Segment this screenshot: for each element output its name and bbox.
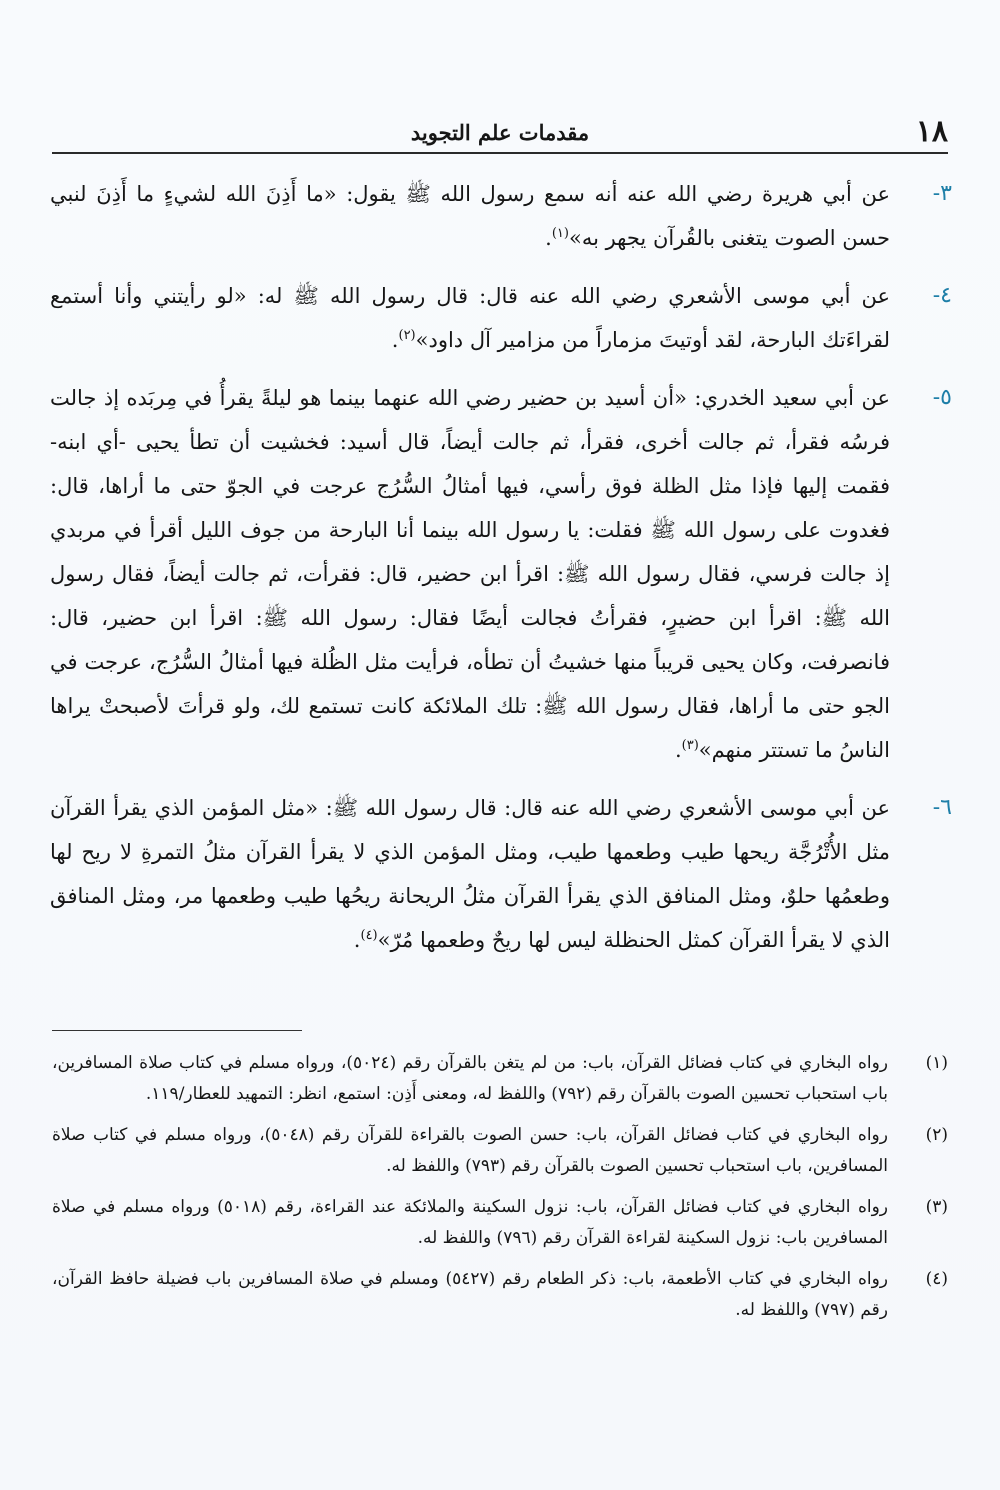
- hadith-text: عن أبي سعيد الخدري: «أن أسيد بن حضير رضي الله عنهما بينما هو ليلةً يقرأُ في مِربَده إذ جالت فرسُه فقرأ، ثم جالت أخرى، فقرأ، ثم جالت أيضاً، قال أسيد: فخشيت أن تطأ يحيى -أي ابنه- فقمت إليها فإذا مثل الظلة فوق رأسي، فيها أمثالُ السُّرُج عرجت في الجوّ حتى ما أراها، قال: فغدوت على رسول الله ﷺ فقلت: يا رسول الله بينما أنا البارحة من جوف الليل أقرأ في مربدي إذ جالت فرسي، فقال رسول الله ﷺ: اقرأ ابن حضير، قال: فقرأت، ثم جالت أيضاً، فقال رسول الله ﷺ: اقرأ ابن حضيرٍ، فقرأتُ فجالت أيضًا فقال: رسول الله ﷺ: اقرأ ابن حضير، قال: فانصرفت، وكان يحيى قريباً منها خشيتُ أن تطأه، فرأيت مثل الظُلة فيها أمثالُ السُّرُج، عرجت في الجو حتى ما أراها، فقال رسول الله ﷺ: تلك الملائكة كانت تستمع لك، ولو قرأتَ لأصبحتْ يراها الناسُ ما تستتر منهم»: [50, 386, 890, 762]
- footnotes: [52, 1048, 948, 1336]
- footnote-number: (١): [925, 1053, 948, 1073]
- hadith-number: ٣-: [932, 181, 952, 206]
- footnote-number: (٤): [925, 1269, 948, 1289]
- hadith-text: عن أبي هريرة رضي الله عنه أنه سمع رسول الله ﷺ يقول: «ما أَذِنَ الله لشيءٍ ما أَذِنَ لنبي حسن الصوت يتغنى بالقُرآن يجهر به»: [50, 182, 890, 250]
- footnote-text: رواه البخاري في كتاب فضائل القرآن، باب: حسن الصوت بالقراءة للقرآن رقم (٥٠٤٨)، ورواه مسلم في كتاب صلاة المسافرين، باب استحباب تحسين الصوت بالقرآن رقم (٧٩٣) واللفظ له.: [52, 1125, 888, 1176]
- hadith-text: عن أبي موسى الأشعري رضي الله عنه قال: قال رسول الله ﷺ له: «لو رأيتني وأنا أستمع لقراءَتك البارحة، لقد أوتيتَ مزماراً من مزامير آل داود»: [50, 284, 890, 352]
- hadith-4: [50, 274, 952, 362]
- footnote-ref[interactable]: (١): [551, 226, 569, 241]
- hadith-number: ٤-: [932, 283, 952, 308]
- footnote-ref[interactable]: (٢): [398, 328, 416, 343]
- hadith-number: ٥-: [932, 385, 952, 410]
- sentence-end: .: [545, 226, 552, 250]
- footnote-separator: [52, 1030, 302, 1031]
- hadith-3: [50, 172, 952, 260]
- sentence-end: .: [674, 738, 682, 762]
- main-text: [50, 172, 952, 976]
- footnote-ref[interactable]: (٤): [360, 928, 378, 943]
- page-number: ١٨: [915, 114, 948, 149]
- sentence-end: .: [391, 328, 399, 352]
- footnote-text: رواه البخاري في كتاب فضائل القرآن، باب: نزول السكينة والملائكة عند القراءة، رقم (٥٠١٨) ورواه مسلم في صلاة المسافرين باب: نزول السكينة لقراءة القرآن رقم (٧٩٦) واللفظ له.: [52, 1197, 888, 1248]
- sentence-end: .: [353, 928, 361, 952]
- running-title: مقدمات علم التجويد: [410, 120, 590, 145]
- footnote-ref[interactable]: (٣): [681, 738, 699, 753]
- hadith-5: [50, 376, 952, 772]
- footnote-2: [52, 1120, 948, 1182]
- footnote-4: [52, 1264, 948, 1326]
- footnote-3: [52, 1192, 948, 1254]
- footnote-text: رواه البخاري في كتاب فضائل القرآن، باب: من لم يتغن بالقرآن رقم (٥٠٢٤)، ورواه مسلم في كتاب صلاة المسافرين، باب استحباب تحسين الصوت بالقرآن رقم (٧٩٢) واللفظ له، ومعنى أَذِن: استمع، انظر: التمهيد للعطار/١١٩.: [52, 1053, 888, 1104]
- hadith-number: ٦-: [932, 795, 952, 820]
- page-header: [52, 112, 948, 154]
- footnote-number: (٣): [925, 1197, 948, 1217]
- hadith-text: عن أبي موسى الأشعري رضي الله عنه قال: قال رسول الله ﷺ: «مثل المؤمن الذي يقرأ القرآن مثل الأُتْرُجَّة ريحها طيب وطعمها طيب، ومثل المؤمن الذي لا يقرأ القرآن مثلُ التمرةِ لا ريح لها وطعمُها حلوٌ، ومثل المنافق الذي يقرأ القرآن مثلُ الريحانة ريحُها طيب وطعمها مر، ومثل المنافق الذي لا يقرأ القرآن كمثل الحنظلة ليس لها ريحٌ وطعمها مُرّ»: [50, 796, 890, 952]
- footnote-number: (٢): [925, 1125, 948, 1145]
- footnote-1: [52, 1048, 948, 1110]
- footnote-text: رواه البخاري في كتاب الأطعمة، باب: ذكر الطعام رقم (٥٤٢٧) ومسلم في صلاة المسافرين باب فضيلة حافظ القرآن، رقم (٧٩٧) واللفظ له.: [52, 1269, 888, 1320]
- hadith-6: [50, 786, 952, 962]
